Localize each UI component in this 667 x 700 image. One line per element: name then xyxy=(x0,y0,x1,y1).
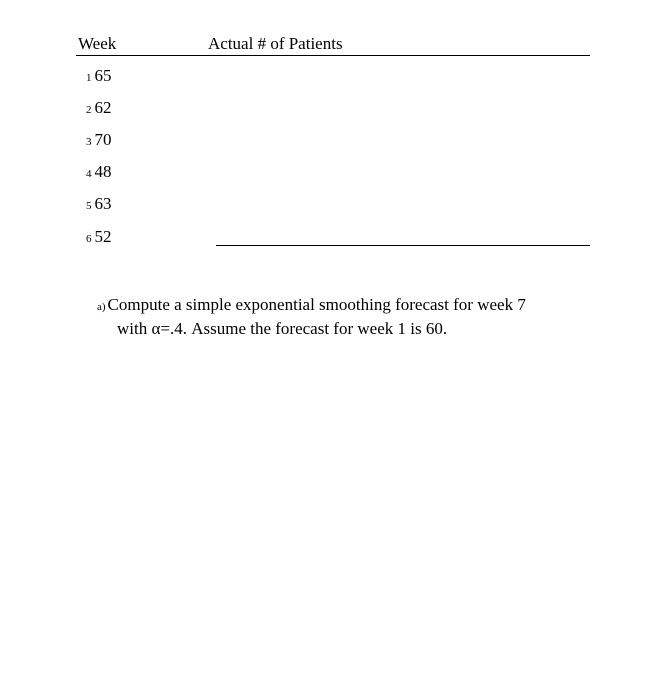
week-number: 1 xyxy=(86,72,92,84)
week-number: 3 xyxy=(86,136,92,148)
actual-patients-column-header: Actual # of Patients xyxy=(208,34,343,53)
patient-count: 70 xyxy=(94,130,112,149)
week-number: 4 xyxy=(86,168,92,180)
question-label: a) xyxy=(97,301,106,313)
table-row xyxy=(86,130,112,152)
table-row xyxy=(86,227,112,249)
week-number: 2 xyxy=(86,104,92,116)
table-row xyxy=(86,194,112,216)
header-underline xyxy=(76,55,590,56)
table-bottom-rule xyxy=(216,245,590,246)
patient-count: 48 xyxy=(94,162,112,181)
table-row xyxy=(86,162,112,184)
patient-count: 62 xyxy=(94,98,112,117)
question-text-line2: with α=.4. Assume the forecast for week 1 is 60. xyxy=(117,319,448,338)
table-row xyxy=(86,98,112,120)
table-row xyxy=(86,66,112,88)
week-number: 6 xyxy=(86,233,92,245)
patient-count: 65 xyxy=(94,66,112,85)
week-column-header: Week xyxy=(78,34,117,53)
week-number: 5 xyxy=(86,200,92,212)
question-text-line1: Compute a simple exponential smoothing forecast for week 7 xyxy=(107,295,526,314)
patient-count: 52 xyxy=(94,227,112,246)
patient-count: 63 xyxy=(94,194,112,213)
question-a xyxy=(97,294,597,340)
